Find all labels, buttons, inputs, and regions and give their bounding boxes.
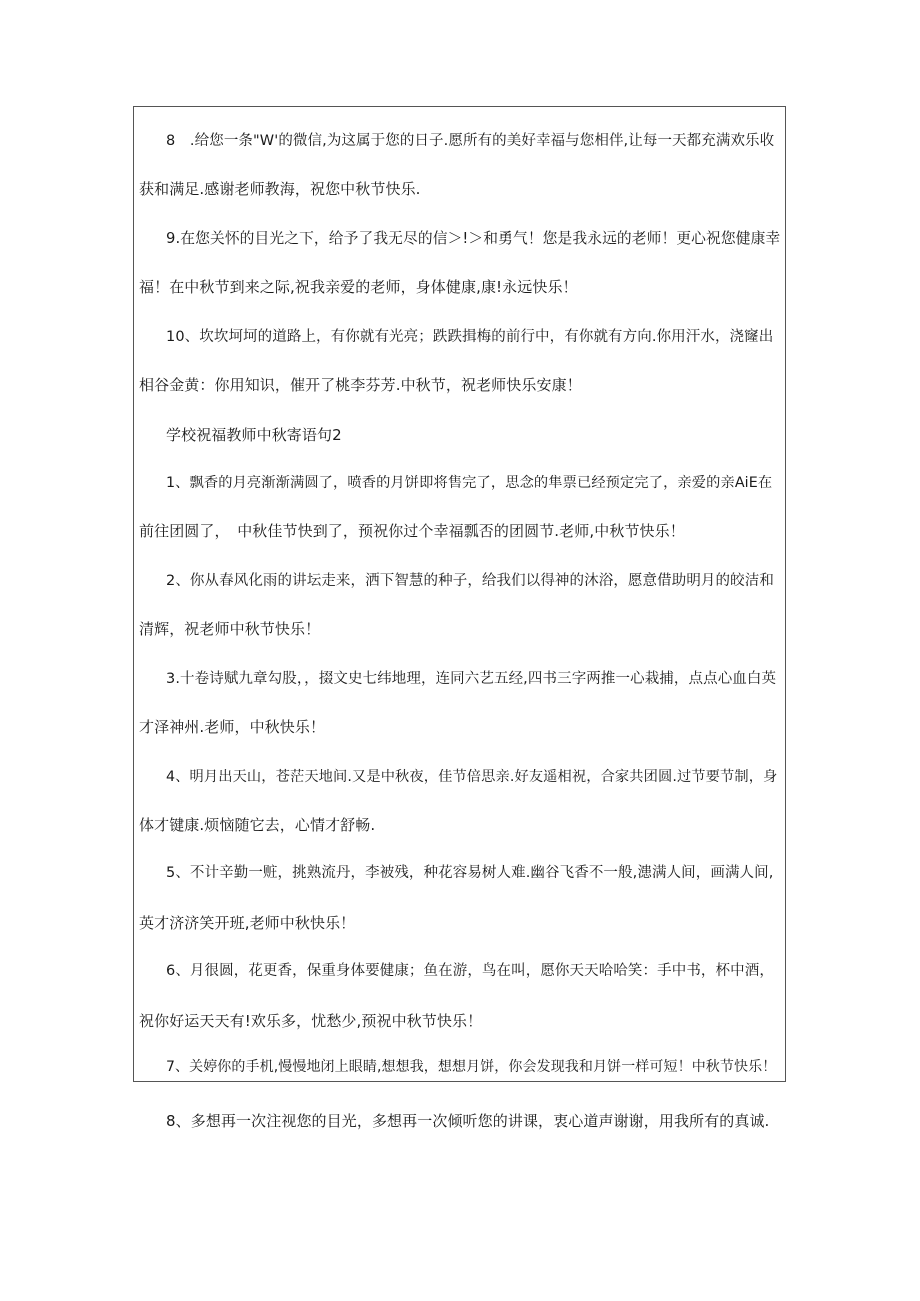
paragraph-line: 6、月很圆，花更香，保重身体要健康；鱼在游，鸟在叫，愿你天天哈哈笑：手中书，杯中酒， xyxy=(166,963,774,979)
paragraph-line: 祝你好运天天有!欢乐多，忧愁少,预祝中秋节快乐！ xyxy=(139,1012,483,1030)
paragraph-line: 10、坎坎坷坷的道路上，有你就有光亮；跌跌揖梅的前行中，有你就有方向.你用汗水，浇窿出 xyxy=(166,329,774,345)
paragraph-line: 英才济济笑开班,老师中秋快乐！ xyxy=(139,914,356,932)
paragraph-line: 获和满足.感谢老师教海，祝您中秋节快乐. xyxy=(139,180,421,198)
paragraph-line: 2、你从春风化雨的讲坛走来，洒下智慧的种子，给我们以得神的沐浴，愿意借助明月的皎洁和 xyxy=(166,573,774,589)
paragraph-line: 体才键康.烦恼随它去，心情才舒畅. xyxy=(139,816,376,834)
paragraph-line: 相谷金黄：你用知识，催开了桃李芬芳.中秋节，祝老师快乐安康！ xyxy=(139,376,582,394)
paragraph-line: 1、飘香的月亮渐渐满圆了，喷香的月饼即将售完了，思念的隼票已经预定完了，亲爱的亲AiE在 xyxy=(166,475,773,491)
paragraph-line: 5、不计辛勤一赃，挑熟流丹，李被残，种花容易树人难.幽谷飞香不一般,漶满人间，画满人间, xyxy=(166,865,774,881)
paragraph-line: 清辉，祝老师中秋节快乐！ xyxy=(139,620,321,638)
paragraph-line: 前往团圆了， 中秋佳节快到了，预祝你过个幸福瓢否的团圆节.老师,中秋节快乐！ xyxy=(139,522,685,540)
paragraph-line: 7、关婷你的手机,慢慢地闭上眼睛,想想我，想想月饼，你会发现我和月饼一样可短！中秋节快乐！ xyxy=(166,1059,777,1075)
content-frame xyxy=(133,106,786,1082)
paragraph-line: 4、明月出天山，苍茫天地间.又是中秋夜，佳节倍思亲.好友遥相祝，合家共团圆.过节要节制，身 xyxy=(166,769,778,785)
paragraph-line: 才泽神州.老师，中秋快乐！ xyxy=(139,718,326,736)
paragraph-line: 9.在您关怀的目光之下，给予了我无尽的信＞!＞和勇气！您是我永远的老师！更心祝您健康幸 xyxy=(166,230,781,247)
paragraph-line-outside-frame: 8、多想再一次注视您的目光，多想再一次倾听您的讲课，衷心道声谢谢，用我所有的真诚. xyxy=(166,1112,770,1130)
paragraph-line: 福！在中秋节到来之际,祝我亲爱的老师，身体健康,康!永远快乐！ xyxy=(139,278,578,296)
paragraph-line: 8 .给您一条"W'的微信,为这属于您的日子.愿所有的美好幸福与您相伴,让每一天都充满欢乐收 xyxy=(166,133,775,149)
section-heading: 学校祝福教师中秋寄语句2 xyxy=(166,426,342,444)
paragraph-line: 3.十卷诗赋九章勾股，，掇文史七纬地理，连同六艺五经,四书三字两推一心栽捕，点点心血白英 xyxy=(166,671,777,687)
